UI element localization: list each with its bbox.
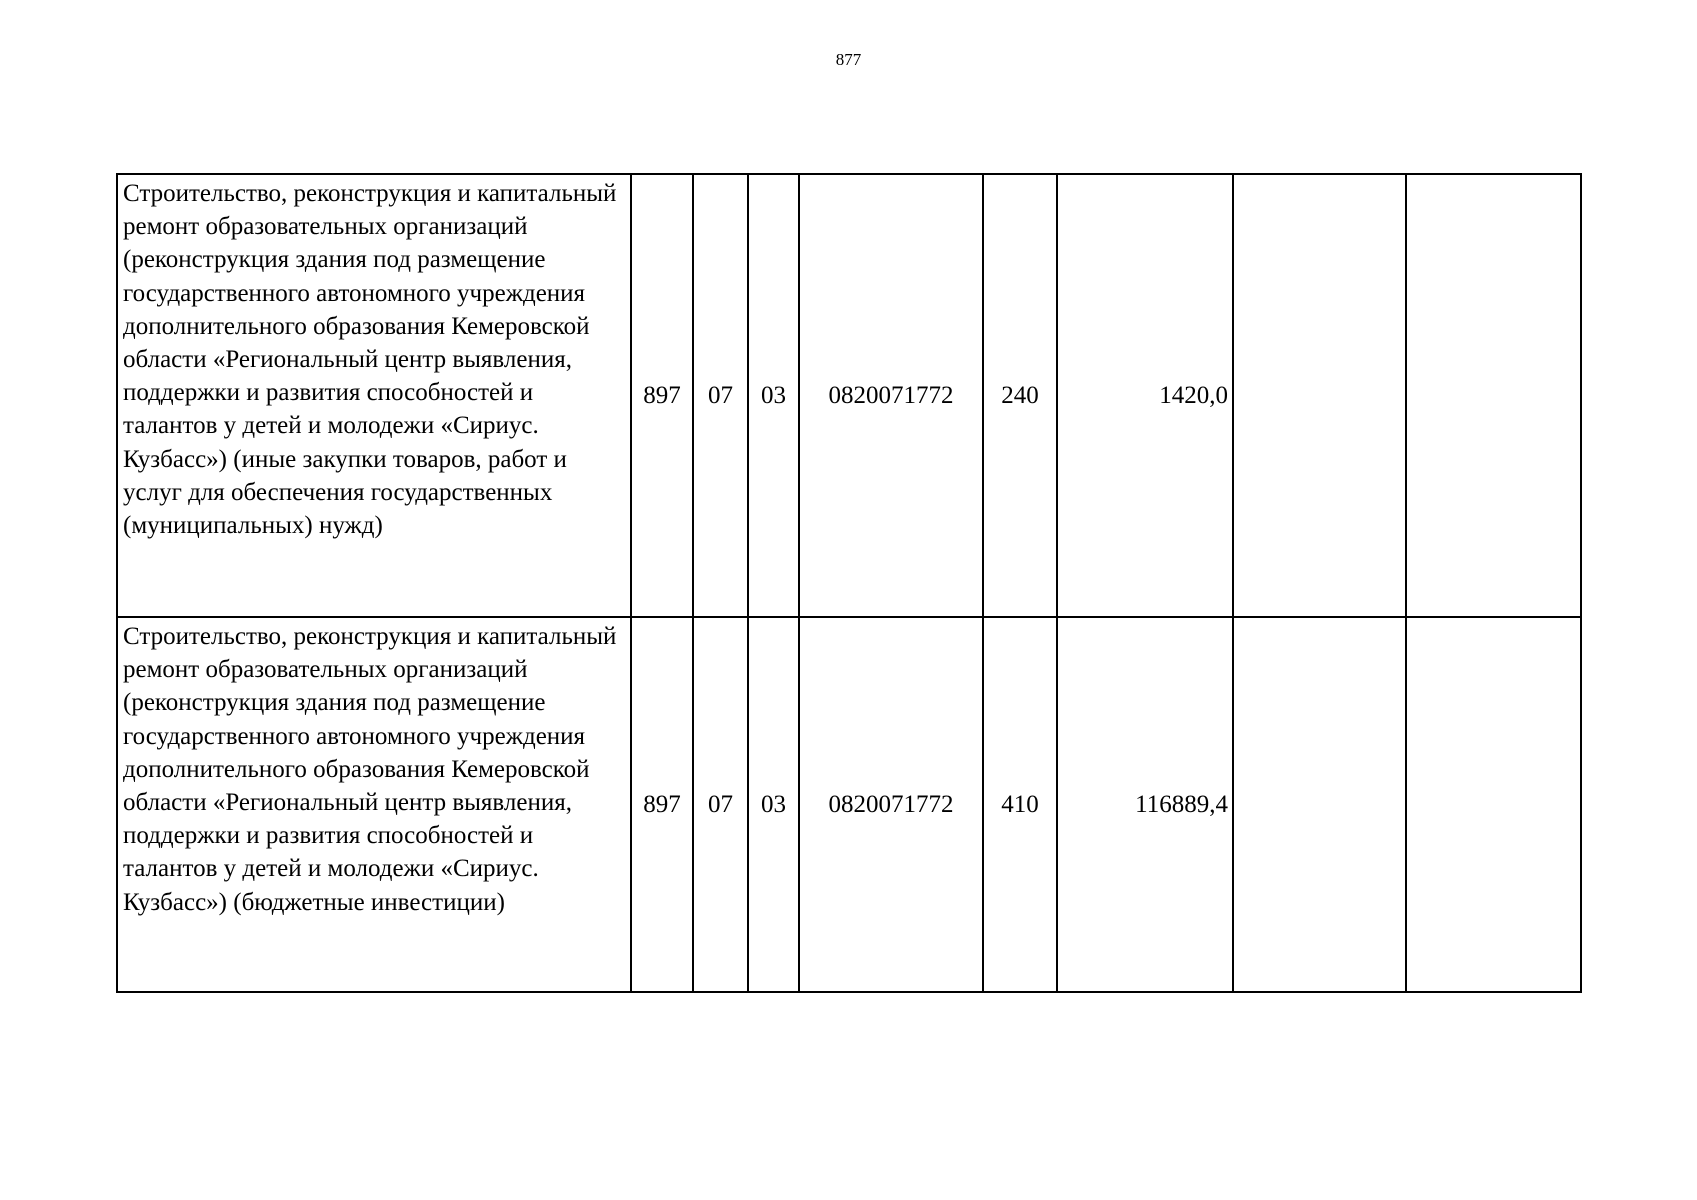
row-target-article: 0820071772	[799, 174, 983, 617]
row-description: Строительство, реконструкция и капитальный ремонт образовательных организаций (реконструкция здания под размещение государственного автономного учреждения дополнительного образования Кемеровской области «Региональный центр выявления, поддержки и развития способностей и талантов у детей и молодежи «Сириус. Кузбасс») (иные закупки товаров, работ и услуг для обеспечения государственных (муниципальных) нужд)	[117, 174, 631, 617]
budget-table	[116, 173, 1582, 993]
row-amount: 116889,4	[1057, 617, 1233, 992]
row-extra-2	[1406, 617, 1581, 992]
row-extra-2	[1406, 174, 1581, 617]
row-ministry-code: 897	[631, 174, 693, 617]
table-row	[117, 174, 1581, 617]
row-subsection-code: 03	[748, 617, 799, 992]
row-expense-type: 410	[983, 617, 1057, 992]
table-row	[117, 617, 1581, 992]
row-expense-type: 240	[983, 174, 1057, 617]
row-subsection-code: 03	[748, 174, 799, 617]
row-description: Строительство, реконструкция и капитальный ремонт образовательных организаций (реконструкция здания под размещение государственного автономного учреждения дополнительного образования Кемеровской области «Региональный центр выявления, поддержки и развития способностей и талантов у детей и молодежи «Сириус. Кузбасс») (бюджетные инвестиции)	[117, 617, 631, 992]
row-ministry-code: 897	[631, 617, 693, 992]
row-extra-1	[1233, 617, 1406, 992]
page-number: 877	[835, 50, 862, 69]
row-section-code: 07	[693, 174, 748, 617]
row-extra-1	[1233, 174, 1406, 617]
row-section-code: 07	[693, 617, 748, 992]
row-amount: 1420,0	[1057, 174, 1233, 617]
row-target-article: 0820071772	[799, 617, 983, 992]
